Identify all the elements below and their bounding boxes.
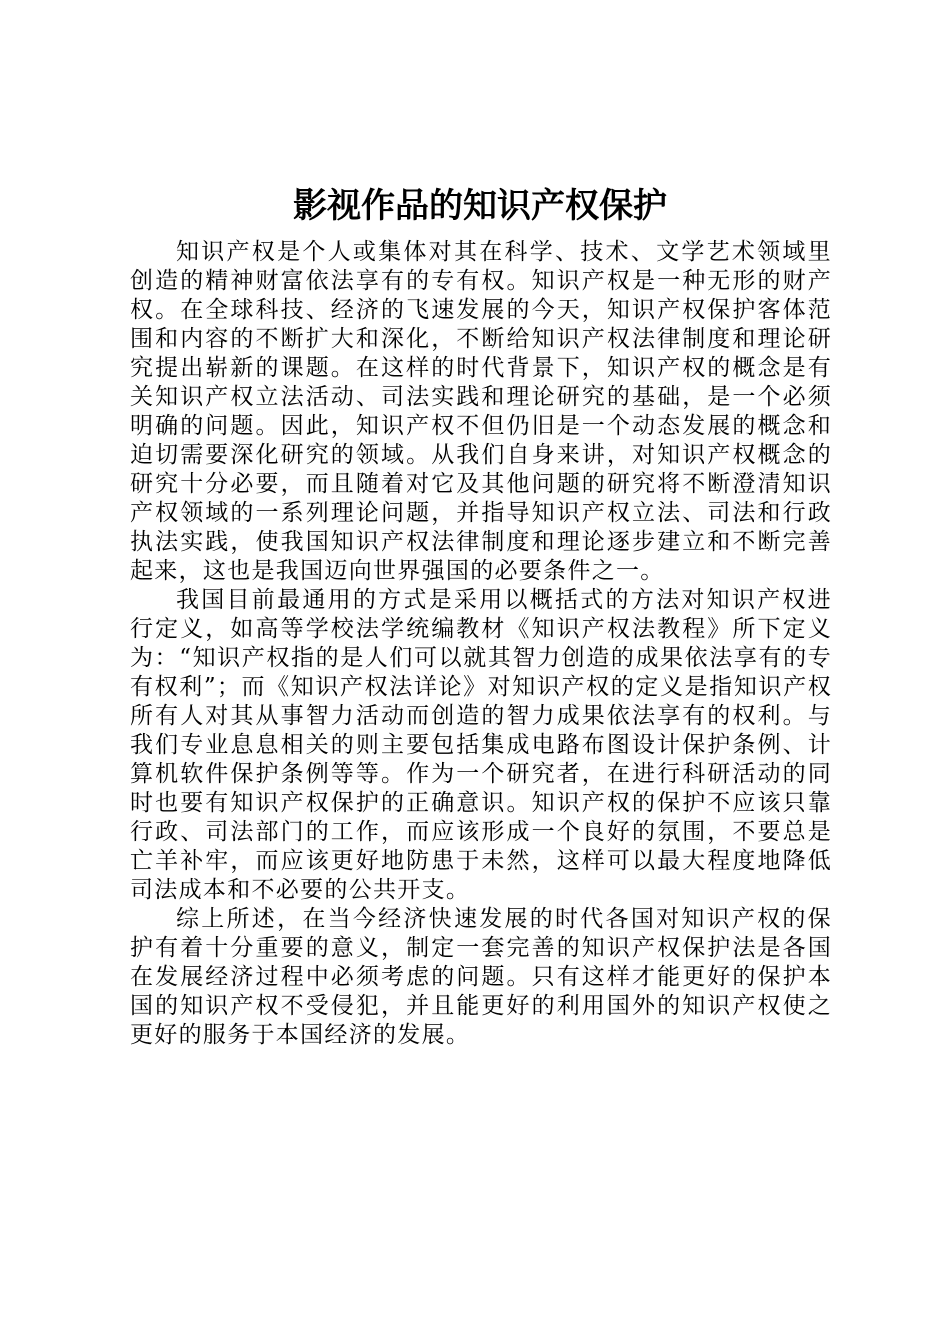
document-body	[130, 238, 832, 1050]
document-title: 影视作品的知识产权保护	[293, 186, 667, 226]
body-paragraph: 我国目前最通用的方式是采用以概括式的方法对知识产权进行定义，如高等学校法学统编教材《知识产权法教程》所下定义为：“知识产权指的是人们可以就其智力创造的成果依法享有的专有权利”；而《知识产权法详论》对知识产权的定义是指知识产权所有人对其从事智力活动而创造的智力成果依法享有的权利。与我们专业息息相关的则主要包括集成电路布图设计保护条例、计算机软件保护条例等等。作为一个研究者，在进行科研活动的同时也要有知识产权保护的正确意识。知识产权的保护不应该只靠行政、司法部门的工作，而应该形成一个良好的氛围，不要总是亡羊补牢，而应该更好地防患于未然，这样可以最大程度地降低司法成本和不必要的公共开支。	[130, 587, 832, 903]
body-paragraph: 综上所述，在当今经济快速发展的时代各国对知识产权的保护有着十分重要的意义，制定一套完善的知识产权保护法是各国在发展经济过程中必须考虑的问题。只有这样才能更好的保护本国的知识产权不受侵犯，并且能更好的利用国外的知识产权使之更好的服务于本国经济的发展。	[130, 906, 832, 1048]
body-paragraph: 知识产权是个人或集体对其在科学、技术、文学艺术领域里创造的精神财富依法享有的专有权。知识产权是一种无形的财产权。在全球科技、经济的飞速发展的今天，知识产权保护客体范围和内容的不断扩大和深化，不断给知识产权法律制度和理论研究提出崭新的课题。在这样的时代背景下，知识产权的概念是有关知识产权立法活动、司法实践和理论研究的基础，是一个必须明确的问题。因此，知识产权不但仍旧是一个动态发展的概念和迫切需要深化研究的领域。从我们自身来讲，对知识产权概念的研究十分必要，而且随着对它及其他问题的研究将不断澄清知识产权领域的一系列理论问题，并指导知识产权立法、司法和行政执法实践，使我国知识产权法律制度和理论逐步建立和不断完善起来，这也是我国迈向世界强国的必要条件之一。	[130, 239, 832, 584]
